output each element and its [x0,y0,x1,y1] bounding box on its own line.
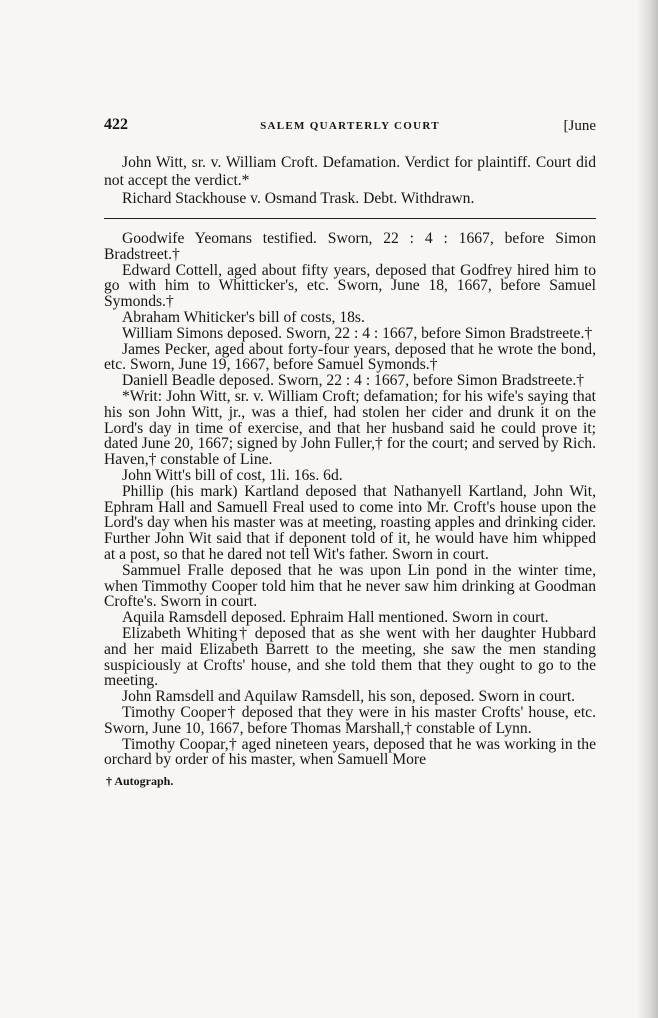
note-paragraph: Timothy Cooper† deposed that they were in his master Crofts' house, etc. Sworn, June 10, 1667, before Thomas Marshall,† constable of Lynn. [104,703,596,737]
note-paragraph: William Simons deposed. Sworn, 22 : 4 : 1667, before Simon Bradstreete.† [122,324,593,342]
note-paragraph: Daniell Beadle deposed. Sworn, 22 : 4 : 1667, before Simon Bradstreete.† [122,372,585,390]
case-notes [104,231,596,768]
note-paragraph: Phillip (his mark) Kartland deposed that Nathanyell Kartland, John Wit, Ephram Hall and Samuell Freal used to come into Mr. Croft's house upon the Lord's day when his master was at meeting, roasting apples and drinking cider. Further John Wit said that if deponent told of it, he would have him whipped at a post, so that he dared not tell Wit's father. Sworn in court. [104,482,596,563]
note-paragraph: James Pecker, aged about forty-four years, deposed that he wrote the bond, etc. Sworn, June 19, 1667, before Samuel Symonds.† [104,340,596,374]
month-label: [June [563,118,596,134]
note-paragraph: Sammuel Fralle deposed that he was upon Lin pond in the winter time, when Timmothy Cooper told him that he never saw him drinking at Goodman Crofte's. Sworn in court. [104,561,596,611]
page-header [104,116,596,138]
note-paragraph: Timothy Coopar,† aged nineteen years, deposed that he was working in the orchard by order of his master, when Samuell More [104,735,596,769]
scan-shadow [636,0,658,1018]
footnote: † Autograph. [106,774,174,789]
note-paragraph: Elizabeth Whiting† deposed that as she went with her daughter Hubbard and her maid Elizabeth Barrett to the meeting, she saw the men standing suspiciously at Crofts' house, and she told them that they ought to go to the meeting. [104,624,596,690]
page-number: 422 [104,116,128,133]
book-page [104,116,596,789]
note-paragraph: John Witt's bill of cost, 1li. 16s. 6d. [122,466,343,484]
note-paragraph: Aquila Ramsdell deposed. Ephraim Hall mentioned. Sworn in court. [122,609,549,627]
running-head: SALEM QUARTERLY COURT [260,120,440,132]
case-entry: Richard Stackhouse v. Osmand Trask. Debt. Withdrawn. [122,190,475,207]
note-paragraph: *Writ: John Witt, sr. v. William Croft; defamation; for his wife's saying that his son John Witt, jr., was a thief, had stolen her cider and drunk it on the Lord's day in time of exercise, and that her husband said he could prove it; dated June 20, 1667; signed by John Fuller,† for the court; and served by Rich. Haven,† constable of Line. [104,387,596,469]
note-paragraph: Abraham Whiticker's bill of costs, 18s. [122,308,365,326]
section-divider [104,218,596,219]
note-paragraph: Edward Cottell, aged about fifty years, deposed that Godfrey hired him to go with him to Whitticker's, etc. Sworn, June 18, 1667, before Samuel Symonds.† [104,261,596,311]
note-paragraph: John Ramsdell and Aquilaw Ramsdell, his son, deposed. Sworn in court. [122,688,576,706]
case-entry: John Witt, sr. v. William Croft. Defamation. Verdict for plaintiff. Court did not accept the verdict.* [104,154,596,189]
case-entries [104,154,596,208]
note-paragraph: Goodwife Yeomans testified. Sworn, 22 : 4 : 1667, before Simon Bradstreet.† [104,230,596,263]
